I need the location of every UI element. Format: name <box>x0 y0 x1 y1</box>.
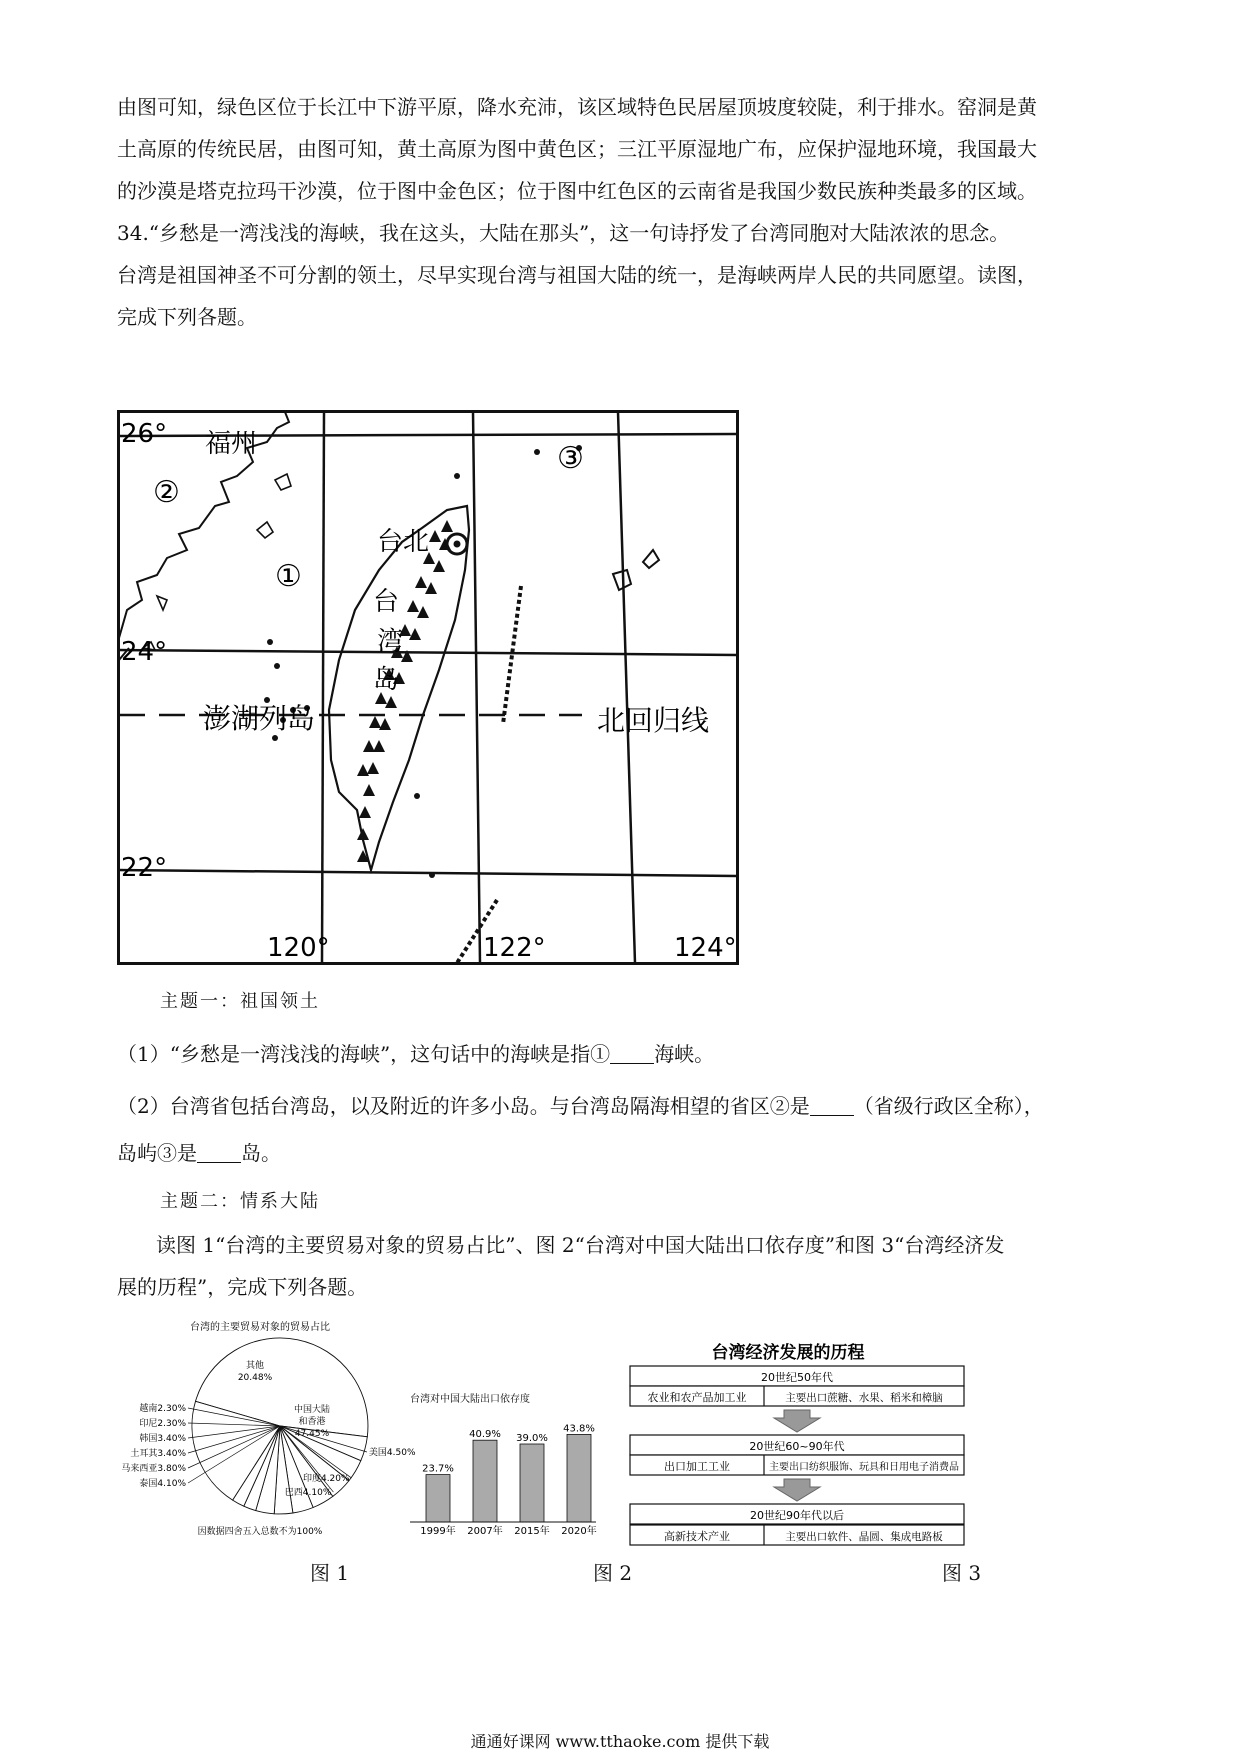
theme-one-heading: 主题一：祖国领土 <box>160 991 320 1012</box>
figure-1-pie-chart <box>110 1316 416 1540</box>
question-1: （1）“乡愁是一湾浅浅的海峡”，这句话中的海峡是指① 海峡。 <box>117 1042 715 1066</box>
bar-category-label: 2007年 <box>467 1526 503 1537</box>
read-instruction: 读图 1“台湾的主要贸易对象的贸易占比”、图 2“台湾对中国大陆出口依存度”和图 3“台湾经济发 展的历程”，完成下列各题。 <box>117 1233 1005 1299</box>
stage-1-era: 20世纪50年代 <box>761 1371 833 1384</box>
caption-figure-1: 图 1 <box>310 1561 350 1585</box>
answer-blank-3[interactable] <box>197 1142 241 1163</box>
down-arrow-icon <box>774 1410 820 1432</box>
pie-label-other-2: 20.48% <box>237 1373 273 1383</box>
figure-2-bar-chart <box>408 1390 598 1538</box>
penghu-label: 澎湖列岛 <box>203 702 316 735</box>
marker-3: ③ <box>557 441 584 476</box>
pie-small-label: 马来西亚3.80% <box>121 1464 186 1474</box>
stage-3-industry: 高新技术产业 <box>664 1530 730 1543</box>
question-2: （2）台湾省包括台湾岛，以及附近的许多小岛。与台湾岛隔海相望的省区②是 （省级行政区全称）， <box>117 1094 1044 1118</box>
question-2-line-2: 岛屿③是 岛。 <box>117 1141 281 1165</box>
lat-22-label: 22° <box>121 853 168 883</box>
island-label-2: 湾 <box>377 627 404 657</box>
text-line: 台湾是祖国神圣不可分割的领土，尽早实现台湾与祖国大陆的统一，是海峡两岸人民的共同愿望。读图， <box>117 263 1037 287</box>
pie-label-main-3: 47.45% <box>294 1429 330 1439</box>
stage-2-products: 主要出口纺织服饰、玩具和日用电子消费品 <box>769 1462 959 1473</box>
question-34-line: 34.“乡愁是一湾浅浅的海峡，我在这头，大陆在那头”，这一句诗抒发了台湾同胞对大陆浓浓的思念。 <box>117 221 1010 245</box>
fig3-title: 台湾经济发展的历程 <box>711 1343 865 1363</box>
taiwan-map <box>117 410 739 965</box>
marker-2: ② <box>153 475 180 510</box>
bar-category-label: 1999年 <box>420 1526 456 1537</box>
lat-26-label: 26° <box>121 419 168 449</box>
text-line: 土高原的传统民居，由图可知，黄土高原为图中黄色区；三江平原湿地广布，应保护湿地环境，我国最大 <box>117 137 1037 161</box>
pie-small-label: 土耳其3.40% <box>130 1449 186 1459</box>
fuzhou-label: 福州 <box>205 429 258 459</box>
intro-paragraph <box>117 86 1127 338</box>
island-label-1: 台 <box>373 587 400 617</box>
theme-two-heading: 主题二：情系大陆 <box>160 1191 320 1212</box>
tropic-label: 北回归线 <box>597 704 710 737</box>
lat-24-label: 24° <box>121 637 168 667</box>
text-line: 完成下列各题。 <box>117 305 257 329</box>
down-arrow-icon <box>774 1479 820 1501</box>
bar <box>473 1440 497 1522</box>
pie-label-other-1: 其他 <box>245 1361 265 1371</box>
figure-3-stage-3-row <box>628 1524 966 1546</box>
caption-figure-3: 图 3 <box>942 1561 982 1585</box>
text-line: 的沙漠是塔克拉玛干沙漠，位于图中金色区；位于图中红色区的云南省是我国少数民族种类最多的区域。 <box>117 179 1037 203</box>
bar-value-label: 43.8% <box>563 1423 595 1435</box>
stage-3-products: 主要出口软件、晶圆、集成电路板 <box>785 1531 943 1543</box>
stage-2-era: 20世纪60~90年代 <box>749 1440 845 1453</box>
pie-small-label: 韩国3.40% <box>139 1434 186 1444</box>
answer-blank-1[interactable] <box>610 1043 654 1064</box>
bar-value-label: 40.9% <box>469 1429 501 1441</box>
answer-blank-2[interactable] <box>810 1095 854 1116</box>
taipei-label: 台北 <box>377 527 430 557</box>
bar <box>426 1475 450 1522</box>
lon-122-label: 122° <box>483 933 546 963</box>
fig1-title: 台湾的主要贸易对象的贸易占比 <box>190 1322 330 1333</box>
bar-category-label: 2015年 <box>514 1526 550 1537</box>
bar-value-label: 23.7% <box>422 1463 454 1475</box>
bar-value-label: 39.0% <box>516 1433 548 1444</box>
pie-small-label: 越南2.30% <box>139 1404 186 1414</box>
pie-label-main-1: 中国大陆 <box>293 1405 331 1415</box>
pie-small-label: 印度4.20% <box>302 1474 350 1485</box>
pie-small-label: 美国4.50% <box>368 1448 416 1459</box>
pie-small-label: 印尼2.30% <box>139 1419 186 1429</box>
pie-small-label: 泰国4.10% <box>139 1479 186 1489</box>
text-line: 由图可知，绿色区位于长江中下游平原，降水充沛，该区域特色民居屋顶坡度较陡，利于排水。窑洞是黄 <box>117 95 1037 119</box>
pie-label-main-2: 和香港 <box>298 1417 326 1427</box>
island-label-3: 岛 <box>373 665 400 695</box>
pie-small-label: 巴西4.10% <box>284 1488 332 1499</box>
bar-category-label: 2020年 <box>561 1526 597 1537</box>
fig1-footnote: 因数据四舍五入总数不为100% <box>197 1527 323 1537</box>
stage-2-industry: 出口加工工业 <box>664 1460 730 1473</box>
figure-3-economic-history <box>628 1338 966 1534</box>
stage-1-products: 主要出口蔗糖、水果、稻米和樟脑 <box>785 1392 943 1404</box>
marker-1: ① <box>275 559 302 594</box>
lon-120-label: 120° <box>267 933 330 963</box>
bar <box>567 1434 591 1522</box>
bar <box>520 1444 544 1522</box>
caption-figure-2: 图 2 <box>593 1561 633 1585</box>
stage-3-era: 20世纪90年代以后 <box>750 1509 844 1522</box>
stage-1-industry: 农业和农产品加工业 <box>647 1391 747 1404</box>
fig2-title: 台湾对中国大陆出口依存度 <box>410 1394 530 1405</box>
page-footer: 通通好课网 www.tthaoke.com 提供下载 <box>470 1732 770 1751</box>
lon-124-label: 124° <box>674 933 737 963</box>
